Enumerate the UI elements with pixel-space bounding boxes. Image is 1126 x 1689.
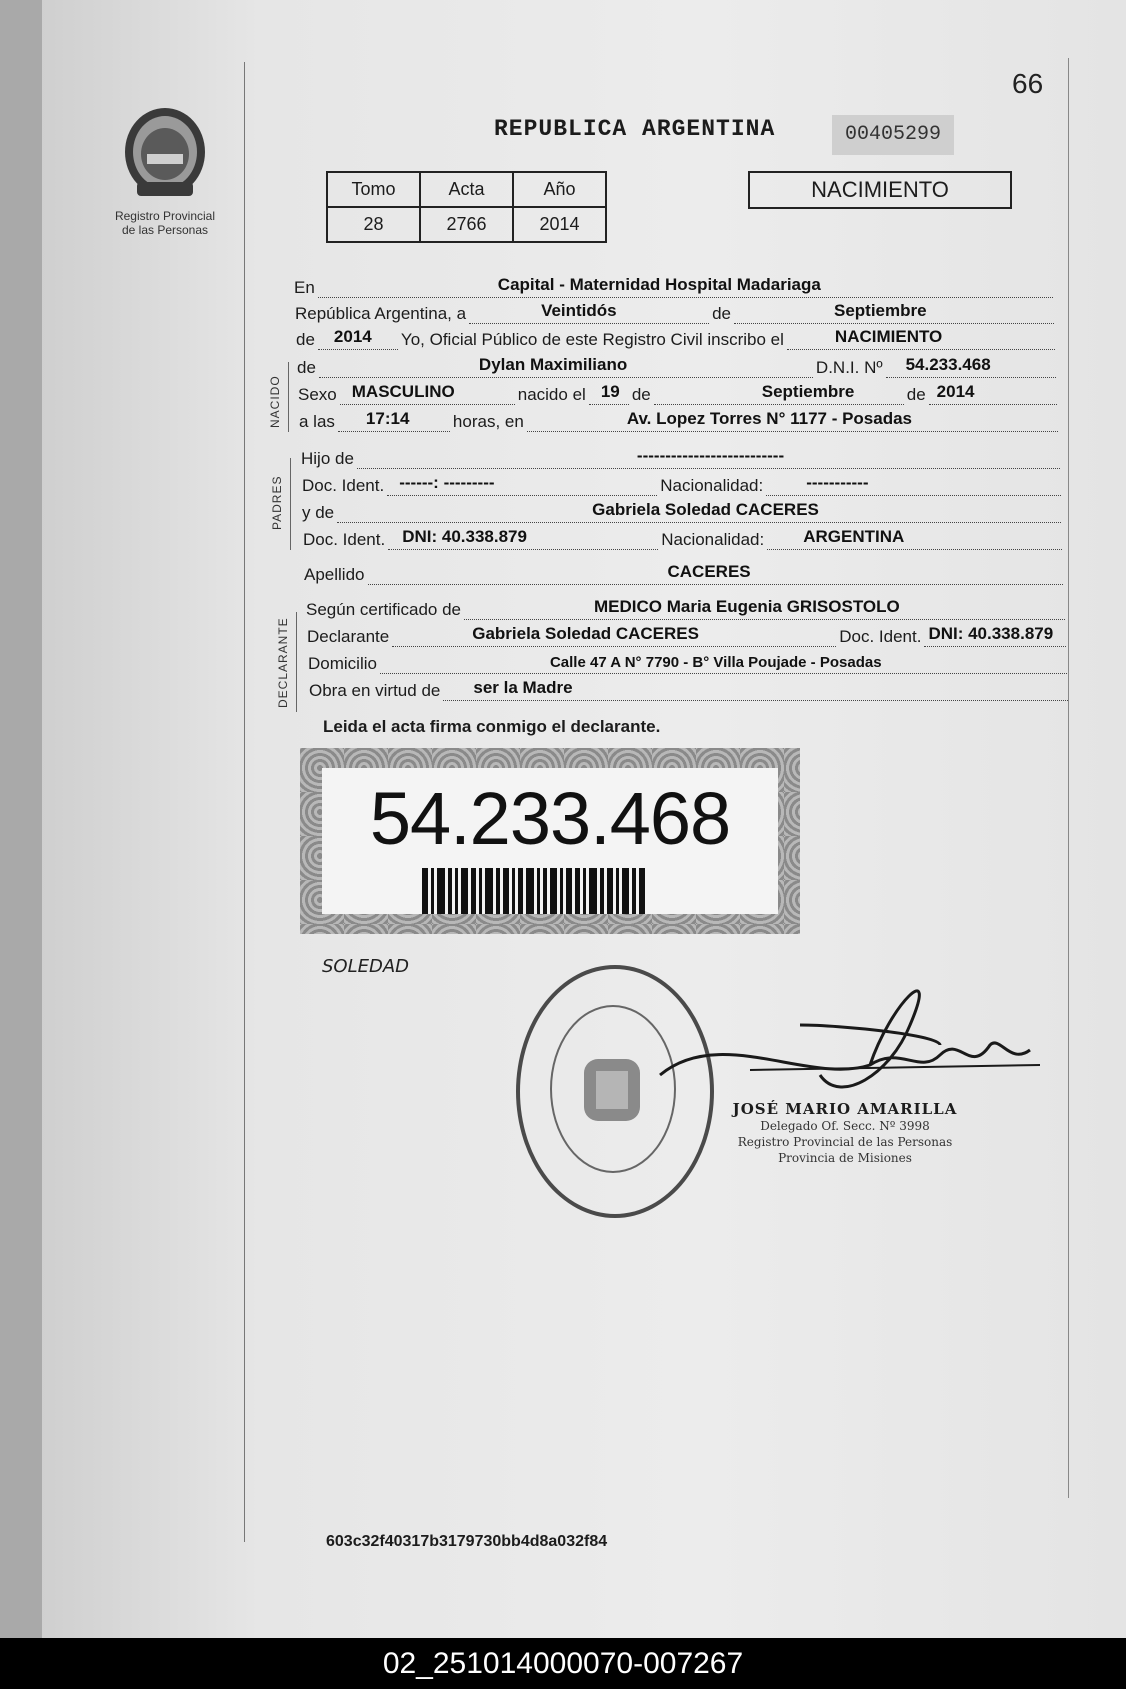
value-madre-nac: ARGENTINA	[803, 527, 905, 546]
row-inscripcion	[296, 327, 1058, 350]
row-apellido	[304, 562, 1066, 585]
signatory-province: Provincia de Misiones	[778, 1151, 912, 1165]
document-hash: 603c32f40317b3179730bb4d8a032f84	[326, 1533, 608, 1550]
label-yo: Yo, Oficial Público de este Registro Civil inscribo el	[400, 330, 784, 349]
value-tipo: NACIMIENTO	[834, 327, 943, 346]
provincial-seal-icon	[117, 104, 213, 204]
act-type-box: NACIMIENTO	[748, 171, 1012, 209]
value-padre-doc: ------: ---------	[399, 473, 495, 492]
value-nac-dia: 19	[600, 382, 620, 401]
row-obra	[309, 678, 1071, 701]
value-lugar-nac: Av. Lopez Torres N° 1177 - Posadas	[626, 409, 913, 428]
acta-header: Acta	[420, 172, 513, 207]
registry-logo	[110, 104, 220, 237]
label-doc-ident-padre: Doc. Ident.	[302, 476, 385, 495]
label-doc-ident-declarante: Doc. Ident.	[839, 627, 922, 646]
value-obra: ser la Madre	[473, 678, 573, 697]
label-de-nombre: de	[297, 358, 316, 377]
row-domicilio	[308, 654, 1070, 674]
left-margin-line	[244, 62, 245, 1542]
label-y-de: y de	[302, 503, 335, 522]
coat-of-arms-icon	[578, 1049, 646, 1129]
dni-sticker	[300, 748, 800, 934]
row-madre	[302, 500, 1064, 523]
label-nacido-el: nacido el	[517, 385, 586, 404]
right-margin-line	[1068, 58, 1069, 1498]
label-de: de	[712, 304, 731, 323]
section-rule-nacido	[288, 362, 289, 432]
signatory-registry: Registro Provincial de las Personas	[737, 1135, 953, 1149]
footer-id-bar: 02_251014000070-007267	[0, 1638, 1126, 1689]
section-label-padres: PADRES	[270, 475, 284, 530]
section-rule-declarante	[296, 612, 297, 712]
label-nacionalidad-padre: Nacionalidad:	[660, 476, 764, 495]
value-dia-letras: Veintidós	[541, 301, 617, 320]
section-label-nacido: NACIDO	[268, 375, 282, 428]
label-de-mes: de	[631, 385, 651, 404]
country-title: REPUBLICA ARGENTINA	[494, 116, 776, 142]
value-anio: 2014	[333, 327, 372, 346]
anio-value: 2014	[513, 207, 606, 242]
row-nombre	[297, 355, 1059, 378]
logo-line-2: de las Personas	[121, 223, 209, 237]
label-hijo-de: Hijo de	[301, 449, 354, 468]
value-padre: --------------------------	[636, 446, 785, 465]
label-domicilio: Domicilio	[308, 654, 377, 673]
barcode-icon	[422, 868, 722, 914]
row-madre-doc	[303, 527, 1065, 550]
value-declarante: Gabriela Soledad CACERES	[472, 624, 699, 643]
label-sexo: Sexo	[298, 385, 337, 404]
row-certificado	[306, 597, 1068, 620]
section-rule-padres	[290, 458, 291, 550]
row-fecha	[295, 301, 1057, 324]
row-hora	[299, 409, 1061, 432]
value-madre-doc: DNI: 40.338.879	[402, 527, 527, 546]
label-republica: República Argentina, a	[295, 304, 467, 323]
value-declarante-doc: DNI: 40.338.879	[928, 624, 1054, 643]
value-dni: 54.233.468	[905, 355, 991, 374]
row-declarante	[307, 624, 1069, 647]
value-nac-anio: 2014	[936, 382, 975, 401]
signatory-title: Delegado Of. Secc. Nº 3998	[760, 1119, 930, 1133]
value-hora: 17:14	[365, 409, 410, 428]
label-a-las: a las	[299, 412, 335, 431]
value-mes: Septiembre	[833, 301, 927, 320]
tomo-header: Tomo	[327, 172, 420, 207]
label-segun: Según certificado de	[306, 600, 461, 619]
value-nombre: Dylan Maximiliano	[478, 355, 628, 374]
label-obra: Obra en virtud de	[309, 681, 441, 700]
label-horas-en: horas, en	[452, 412, 524, 431]
anio-header: Año	[513, 172, 606, 207]
value-domicilio: Calle 47 A N° 7790 - B° Villa Poujade - Posadas	[549, 654, 882, 671]
dni-sticker-label	[322, 768, 778, 914]
label-doc-ident-madre: Doc. Ident.	[303, 530, 386, 549]
value-madre: Gabriela Soledad CACERES	[592, 500, 819, 519]
value-sexo: MASCULINO	[351, 382, 455, 401]
tomo-value: 28	[327, 207, 420, 242]
closing-statement: Leida el acta firma conmigo el declarante.	[323, 717, 661, 736]
label-en: En	[294, 278, 315, 297]
page-edge	[0, 0, 42, 1638]
signatory-name: JOSÉ MARIO AMARILLA	[732, 1100, 958, 1118]
page-number: 66	[1012, 68, 1044, 99]
value-nac-mes: Septiembre	[761, 382, 855, 401]
signature-block	[720, 1100, 970, 1166]
label-de-anio: de	[906, 385, 926, 404]
value-certificado: MEDICO Maria Eugenia GRISOSTOLO	[594, 597, 900, 616]
dni-sticker-number: 54.233.468	[369, 777, 731, 860]
row-lugar	[294, 275, 1056, 298]
acta-value: 2766	[420, 207, 513, 242]
label-dni: D.N.I. Nº	[815, 358, 883, 377]
value-apellido: CACERES	[667, 562, 751, 581]
value-lugar: Capital - Maternidad Hospital Madariaga	[497, 275, 821, 294]
serial-number: 00405299	[832, 115, 954, 155]
value-padre-nac: -----------	[806, 473, 869, 492]
label-de2: de	[296, 330, 315, 349]
row-padre-doc	[302, 473, 1064, 496]
book-reference-table	[326, 171, 607, 243]
label-apellido: Apellido	[304, 565, 365, 584]
logo-line-1: Registro Provincial	[114, 209, 216, 223]
handwritten-note: SOLEDAD	[322, 956, 410, 977]
row-padre	[301, 446, 1063, 469]
section-label-declarante: DECLARANTE	[276, 617, 290, 708]
label-declarante: Declarante	[307, 627, 390, 646]
label-nacionalidad-madre: Nacionalidad:	[661, 530, 765, 549]
row-sexo	[298, 382, 1060, 405]
